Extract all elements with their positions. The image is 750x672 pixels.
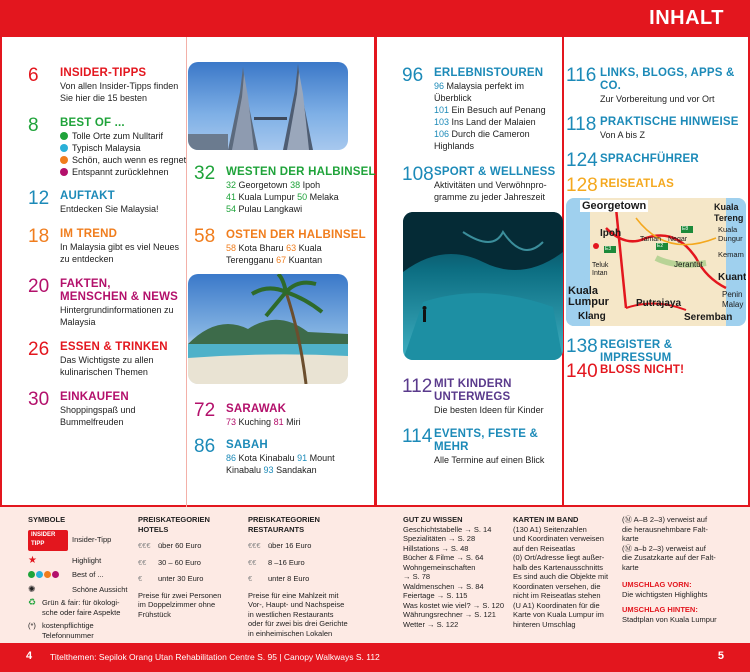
info-line: Feiertage → S. 115 (403, 591, 468, 600)
toc-desc: Von A bis Z (600, 130, 646, 140)
info-line: Karte von Kuala Lumpur im (513, 610, 604, 619)
toc-subrow (434, 92, 562, 104)
toc-heading: AUFTAKT (60, 190, 115, 202)
map-label: Intan (592, 270, 608, 277)
info-line: Bücher & Filme → S. 64 (403, 553, 484, 562)
price-symbol: €€ (138, 557, 147, 567)
toc-heading: EVENTS, FESTE & MEHR (434, 428, 538, 453)
toc-heading: SABAH (226, 439, 268, 451)
legend-row (28, 530, 136, 551)
legend-footer (0, 507, 750, 643)
legend-text: kostenpflichtige (42, 621, 94, 630)
sub-title: Ins Land der Malaien (451, 117, 536, 127)
toc-heading: BLOSS NICHT! (600, 364, 685, 376)
toc-page-number: 18 (28, 226, 50, 247)
sub-page: 103 (434, 117, 450, 127)
best-of-label: Typisch Malaysia (72, 143, 141, 153)
toc-heading: PRAKTISCHE HINWEISE (600, 116, 739, 128)
map-label: E8 (682, 226, 689, 232)
sub-page: 93 (263, 465, 274, 475)
toc-page-number: 118 (566, 114, 597, 135)
towers-illustration (188, 62, 348, 150)
price-text: unter 8 Euro (268, 574, 310, 583)
sub-title: Pulau Langkawi (238, 204, 303, 214)
sub-page: 73 (226, 417, 237, 427)
legend-heading: PREISKATEGORIEN (138, 515, 210, 524)
legend-heading: KARTEN IM BAND (513, 515, 579, 524)
toc-heading: SPORT & WELLNESS (434, 166, 556, 178)
legend-text: sche oder faire Aspekte (42, 607, 121, 617)
toc-desc: Aktivitäten und Verwöhnpro- (434, 180, 547, 190)
map-label: Kuala (718, 225, 738, 234)
info-line: die Zusatzkarte auf der Falt- (622, 553, 716, 562)
beach-illustration (188, 274, 348, 384)
map-label: E3 (605, 246, 612, 252)
toc-desc: kulinarischen Themen (60, 367, 148, 377)
bottom-bar (0, 643, 750, 672)
sub-page: 54 (226, 204, 237, 214)
toc-heading-line2: UNTERWEGS (434, 391, 511, 403)
legend-karten (513, 515, 619, 629)
toc-page-number: 138 (566, 336, 598, 357)
map-label: Kuant (718, 272, 746, 283)
map-label: Georgetown (582, 200, 647, 212)
toc-heading: INSIDER-TIPPS (60, 67, 147, 79)
sub-page: 50 (297, 192, 308, 202)
toc-heading: LINKS, BLOGS, APPS & (600, 67, 735, 79)
toc-subrow (226, 254, 376, 266)
info-line: Geschichtstabelle → S. 14 (403, 524, 492, 534)
price-note: Preise für zwei Personen (138, 590, 222, 600)
map-label: Penin (722, 290, 743, 299)
price-symbol: €€€ (138, 541, 151, 550)
sub-title: Kuching (238, 417, 272, 427)
center-fold-divider (374, 37, 377, 507)
price-row (138, 541, 243, 551)
info-line: nicht im Reiseatlas stehen (513, 591, 601, 600)
toc-heading: OSTEN DER HALBINSEL (226, 229, 366, 241)
toc-desc: Von allen Insider-Tipps finden (60, 81, 179, 91)
legend-heading: UMSCHLAG VORN: (622, 580, 692, 589)
legend-heading: HOTELS (138, 524, 169, 534)
info-line: Wohngemeinschaften (403, 562, 476, 572)
sub-page: 63 (286, 243, 297, 253)
toc-desc: gramme zu jeder Jahreszeit (434, 192, 546, 202)
legend-row (28, 585, 136, 595)
toc-page-number: 26 (28, 339, 50, 360)
info-line: karte (622, 534, 639, 543)
legend-text: Schöne Aussicht (72, 584, 128, 594)
info-line: hinteren Umschlag (513, 619, 576, 629)
info-line: Was kostet wie viel? → S. 120 (403, 600, 505, 610)
legend-row (28, 570, 136, 580)
toc-desc: Zur Vorbereitung und vor Ort (600, 94, 715, 104)
toc-subrow (226, 203, 376, 215)
toc-desc: Hintergrundinformationen zu (60, 305, 174, 315)
price-text: 8 –16 Euro (268, 557, 305, 567)
sub-page: 67 (276, 255, 287, 265)
legend-verweise (622, 515, 746, 624)
legend-heading: RESTAURANTS (248, 524, 305, 534)
toc-heading: ESSEN & TRINKEN (60, 341, 168, 353)
info-line: → S. 78 (403, 572, 431, 581)
info-line: Wetter → S. 122 (403, 619, 459, 629)
sub-page: 32 (226, 180, 237, 190)
cave-lagoon-photo (403, 212, 563, 360)
toc-subrow (226, 179, 376, 191)
sub-title: Highlands (434, 141, 475, 151)
sub-title: Kuala Lumpur (238, 192, 295, 202)
info-line: (Ⓜ a–b 2–3) verweist auf (622, 543, 706, 553)
toc-page-number: 32 (194, 163, 216, 184)
toc-desc: Die besten Ideen für Kinder (434, 405, 544, 415)
info-line: Koordinaten versehen, die (513, 581, 601, 591)
left-page-number: 4 (26, 650, 33, 662)
price-text: über 60 Euro (158, 541, 202, 550)
map-label: Taman (640, 236, 662, 243)
toc-page-number: 8 (28, 115, 39, 136)
sub-title: Terengganu (226, 255, 274, 265)
legend-heading: PREISKATEGORIEN (248, 515, 320, 524)
sub-title: Melaka (309, 192, 339, 202)
toc-page-number: 72 (194, 400, 216, 421)
price-row (138, 558, 243, 568)
best-of-label: Schön, auch wenn es regnet (72, 155, 187, 165)
info-line: die herausnehmbare Falt- (622, 524, 708, 534)
purple-dot-icon (60, 168, 68, 176)
toc-page-number: 114 (402, 426, 433, 447)
info-line: (0) Ort/Adresse liegt außer- (513, 553, 605, 562)
beach-palm-photo (188, 274, 348, 384)
sub-page: 101 (434, 105, 450, 115)
legend-symbols (28, 515, 136, 640)
toc-heading: FAKTEN, (60, 278, 111, 290)
sub-title: Kuantan (288, 255, 323, 265)
toc-page-number: 116 (566, 65, 597, 86)
info-line: Hillstations → S. 48 (403, 543, 469, 553)
toc-subrow (226, 464, 376, 476)
star-icon: ★ (28, 554, 37, 566)
legend-text: Insider-Tipp (72, 535, 112, 545)
info-line: halb des Kartenausschnitts (513, 562, 604, 572)
price-note: im Doppelzimmer ohne (138, 600, 216, 609)
sub-title: Kota Bharu (238, 243, 284, 253)
map-label: E2 (657, 243, 664, 249)
sub-title: Durch die Cameron (451, 129, 530, 139)
price-text: 30 – 60 Euro (158, 557, 201, 567)
cave-illustration (403, 212, 563, 360)
info-line: (U A1) Koordinaten für die (513, 600, 600, 610)
price-note: in westlichen Restaurants (248, 609, 334, 619)
toc-subrow (226, 191, 376, 203)
best-of-dots-icon (28, 571, 72, 578)
map-label: Negar (668, 236, 688, 243)
info-line: und Koordinaten verweisen (513, 534, 604, 543)
toc-desc: Shoppingspaß und (60, 405, 136, 415)
toc-subrow (434, 80, 562, 92)
green-fair-icon: ♻ (28, 597, 37, 607)
toc-heading-line2: CO. (600, 80, 622, 92)
toc-heading: EINKAUFEN (60, 391, 129, 403)
page-title: INHALT (649, 7, 724, 29)
price-row (248, 574, 373, 584)
toc-page-number: 108 (402, 164, 434, 185)
legend-heading: UMSCHLAG HINTEN: (622, 605, 698, 614)
info-line: Spezialitäten → S. 28 (403, 534, 476, 543)
toc-page-number: 128 (566, 175, 598, 196)
toc-heading: REGISTER & IMPRESSUM (600, 339, 673, 364)
toc-page-number: 12 (28, 188, 50, 209)
map-label: Teluk (592, 262, 609, 269)
info-line: Es sind auch die Objekte mit (513, 572, 609, 581)
asterisk-icon: (*) (28, 621, 36, 630)
toc-desc: Das Wichtigste zu allen (60, 355, 154, 365)
map-label: Malay (722, 300, 744, 309)
legend-heading: GUT ZU WISSEN (403, 515, 463, 524)
left-border (0, 37, 2, 507)
price-symbol: €€€ (248, 541, 261, 550)
legend-gut-zu-wissen (403, 515, 508, 629)
legend-row (28, 556, 136, 566)
sub-title: Mount (309, 453, 335, 463)
toc-heading: REISEATLAS (600, 178, 674, 190)
toc-heading: IM TREND (60, 228, 118, 240)
orange-dot-icon (60, 156, 68, 164)
toc-heading: MIT KINDERN (434, 378, 512, 390)
price-text: über 16 Euro (268, 541, 312, 550)
toc-page-number: 58 (194, 226, 216, 247)
info-line: Waldmenschen → S. 84 (403, 581, 484, 591)
sub-title: Sandakan (276, 465, 317, 475)
map-label: Dungur (718, 234, 743, 243)
price-note: in einheimischen Lokalen (248, 628, 333, 638)
legend-text: Best of ... (72, 570, 104, 579)
info-line: Die wichtigsten Highlights (622, 589, 708, 599)
sub-title: Malaysia perfekt im (446, 81, 525, 91)
best-of-item (60, 166, 210, 178)
toc-subrow (434, 104, 562, 116)
info-line: karte (622, 562, 639, 572)
sub-title: Ein Besuch auf Penang (451, 105, 546, 115)
sub-title: Kuala (298, 243, 322, 253)
map-label: Putrajaya (636, 298, 682, 309)
toc-page-number: 96 (402, 65, 424, 86)
price-text: unter 30 Euro (158, 574, 204, 583)
insider-tipp-badge: INSIDER TIPP (28, 530, 68, 551)
best-of-label: Tolle Orte zum Nulltarif (72, 131, 164, 141)
toc-subrow (434, 128, 562, 140)
legend-restaurants (248, 515, 373, 638)
info-line: (130 A1) Seitenzahlen (513, 524, 587, 534)
toc-heading-line2: MENSCHEN & NEWS (60, 291, 179, 303)
price-row (138, 574, 243, 584)
toc-page-number: 6 (28, 65, 39, 86)
sub-page: 58 (226, 243, 237, 253)
price-row (248, 558, 373, 568)
map-label: Kemam (718, 250, 744, 259)
sub-page: 81 (273, 417, 284, 427)
toc-desc: Sie hier die 15 besten (60, 93, 148, 103)
toc-desc: In Malaysia gibt es viel Neues (60, 242, 180, 252)
right-page-number: 5 (717, 650, 724, 662)
sub-page: 91 (297, 453, 308, 463)
toc-page-number: 140 (566, 361, 598, 382)
toc-subrow (226, 242, 376, 254)
sub-page: 38 (290, 180, 301, 190)
reiseatlas-map (566, 198, 746, 326)
legend-text: Telefonnummer (42, 630, 94, 640)
toc-page-number: 30 (28, 389, 50, 410)
map-label: Lumpur (568, 296, 609, 308)
petronas-towers-photo (188, 62, 348, 150)
top-banner (0, 0, 750, 37)
legend-text: Highlight (72, 555, 102, 565)
toc-desc: Bummelfreuden (60, 417, 124, 427)
info-line: (Ⓜ A–B 2–3) verweist auf (622, 515, 708, 524)
price-note: Vor-, Haupt- und Nachspeise (248, 600, 345, 609)
price-note: Preise für eine Mahlzeit mit (248, 590, 339, 600)
best-of-item (60, 142, 210, 154)
toc-page-number: 124 (566, 150, 598, 171)
toc-heading: ERLEBNISTOUREN (434, 67, 544, 79)
sub-page: 96 (434, 81, 445, 91)
legend-heading: SYMBOLE (28, 515, 66, 524)
legend-text: Grün & fair: für ökologi- (42, 598, 120, 607)
price-note: Frühstück (138, 609, 171, 619)
toc-subrow (226, 416, 376, 428)
sub-title: Kota Kinabalu (238, 453, 295, 463)
map-label: Jerantut (674, 260, 703, 269)
viewpoint-icon: ✺ (28, 583, 36, 594)
toc-page-number: 20 (28, 276, 50, 297)
map-label: Kuala (714, 202, 739, 212)
green-dot-icon (60, 132, 68, 140)
map-label: Kuala (568, 285, 598, 297)
sub-title: Ipoh (302, 180, 321, 190)
toc-heading: SPRACHFÜHRER (600, 153, 699, 165)
legend-hotels (138, 515, 243, 619)
toc-desc: Alle Termine auf einen Blick (434, 455, 545, 465)
legend-row (28, 621, 136, 640)
sub-page: 106 (434, 129, 450, 139)
left-column-divider (186, 37, 187, 507)
toc-heading: BEST OF ... (60, 117, 125, 129)
best-of-item (60, 154, 210, 166)
sub-title: Überblick (434, 93, 472, 103)
toc-page-number: 86 (194, 436, 216, 457)
sub-page: 86 (226, 453, 237, 463)
toc-desc: Malaysia (60, 317, 96, 327)
legend-row (28, 598, 136, 617)
toc-page-number: 112 (402, 376, 433, 397)
best-of-label: Entspannt zurücklehnen (72, 167, 169, 177)
toc-desc: zu entdecken (60, 254, 114, 264)
map-label: Seremban (684, 312, 733, 323)
info-line: Stadtplan von Kuala Lumpur (622, 614, 717, 624)
sub-title: Kinabalu (226, 465, 262, 475)
blue-dot-icon (60, 144, 68, 152)
price-symbol: €€ (248, 557, 257, 567)
titelthemen-text: Titelthemen: Sepilok Orang Utan Rehabilitation Centre S. 95 | Canopy Walkways S. 112 (50, 652, 380, 662)
sub-page: 41 (226, 192, 237, 202)
map-label: Tereng (714, 213, 744, 223)
toc-heading: SARAWAK (226, 403, 287, 415)
price-note: oder für zwei bis drei Gerichte (248, 619, 348, 628)
toc-desc: Entdecken Sie Malaysia! (60, 204, 159, 214)
price-symbol: € (138, 574, 143, 583)
info-line: auf den Reiseatlas (513, 543, 576, 553)
toc-subrow (226, 452, 376, 464)
sub-title: Georgetown (238, 180, 288, 190)
sub-title: Miri (286, 417, 301, 427)
map-label: Klang (578, 311, 606, 322)
price-symbol: € (248, 574, 253, 583)
toc-subrow (434, 140, 562, 152)
toc-subrow (434, 116, 562, 128)
toc-heading: WESTEN DER HALBINSEL (226, 166, 376, 178)
info-line: Währungsrechner → S. 121 (403, 610, 496, 619)
price-row (248, 541, 373, 551)
map-label: Ipoh (600, 228, 622, 239)
